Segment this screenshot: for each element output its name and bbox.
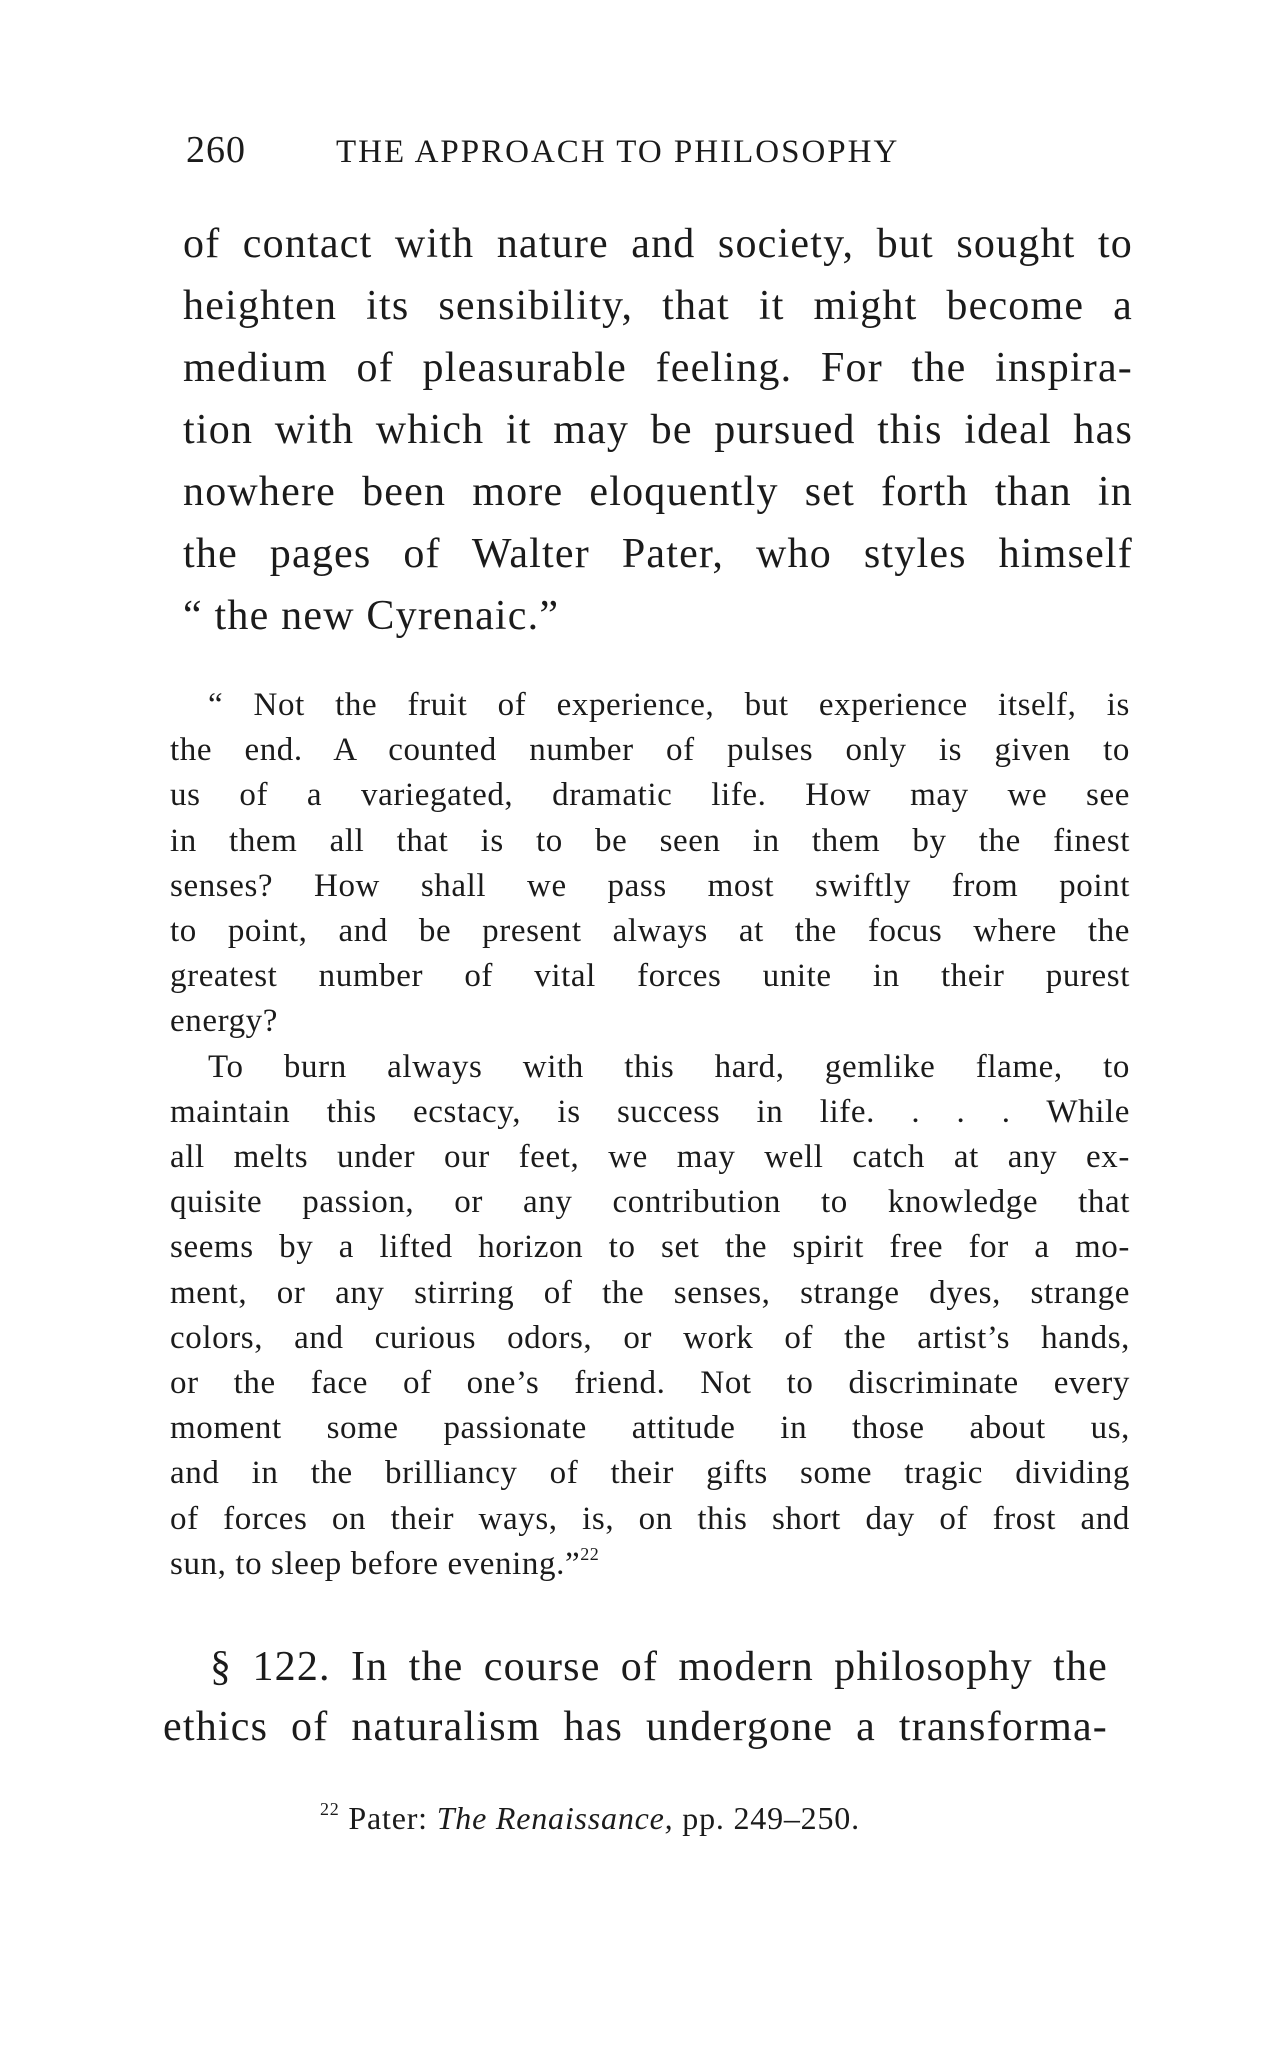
quote-line: and in the brilliancy of their gifts some tragic dividing — [170, 1455, 1130, 1492]
text-line: nowhere been more eloquently set forth than in — [183, 469, 1133, 515]
text-line: the pages of Walter Pater, who styles himself — [183, 531, 1133, 577]
section-line: § 122. In the course of modern philosophy the — [210, 1644, 1108, 1690]
quote-line: To burn always with this hard, gemlike flame, to — [208, 1048, 1130, 1085]
section-paragraph — [163, 1637, 1108, 1757]
quote-line: senses? How shall we pass most swiftly from point — [170, 867, 1130, 904]
text-line: medium of pleasurable feeling. For the inspira- — [183, 345, 1133, 391]
page-header — [186, 128, 986, 172]
quote-line: us of a variegated, dramatic life. How may we see — [170, 777, 1130, 814]
quote-line: “ Not the fruit of experience, but experience itself, is — [208, 687, 1130, 723]
quote-line: seems by a lifted horizon to set the spirit free for a mo- — [170, 1229, 1130, 1266]
quote-line: or the face of one’s friend. Not to discriminate every — [170, 1365, 1130, 1402]
quote-line: maintain this ecstacy, is success in life. . . . While — [170, 1093, 1130, 1130]
footnote-title: The Renaissance, — [436, 1800, 674, 1836]
quote-line: to point, and be present always at the focus where the — [170, 913, 1130, 950]
quote-line-final — [170, 1542, 1130, 1587]
footnote — [320, 1800, 1120, 1837]
page-number: 260 — [186, 129, 246, 171]
quote-line: in them all that is to be seen in them by the finest — [170, 822, 1130, 859]
quote-line: of forces on their ways, is, on this short day of frost and — [170, 1500, 1130, 1537]
body-paragraph — [183, 213, 1133, 647]
quote-line: energy? — [170, 1003, 279, 1040]
text-line: tion with which it may be pursued this ideal has — [183, 407, 1133, 453]
footnote-author: Pater: — [348, 1800, 428, 1836]
quote-line: colors, and curious odors, or work of the artist’s hands, — [170, 1319, 1130, 1356]
quote-line-text: sun, to sleep before evening.” — [170, 1545, 581, 1582]
running-title: THE APPROACH TO PHILOSOPHY — [336, 134, 900, 170]
text-line: heighten its sensibility, that it might become a — [183, 283, 1133, 329]
quote-line: greatest number of vital forces unite in their purest — [170, 958, 1130, 995]
section-line: ethics of naturalism has undergone a transforma- — [163, 1704, 1108, 1750]
text-line: of contact with nature and society, but sought to — [183, 221, 1133, 267]
quote-line: the end. A counted number of pulses only is given to — [170, 732, 1130, 769]
quote-line: quisite passion, or any contribution to knowledge that — [170, 1184, 1130, 1221]
quote-line: ment, or any stirring of the senses, strange dyes, strange — [170, 1274, 1130, 1311]
footnote-pages: pp. 249–250. — [682, 1800, 860, 1836]
block-quote — [170, 683, 1130, 1587]
text-line: “ the new Cyrenaic.” — [183, 593, 560, 639]
footnote-reference: 22 — [580, 1543, 600, 1564]
footnote-number: 22 — [320, 1799, 340, 1819]
quote-line: moment some passionate attitude in those about us, — [170, 1410, 1130, 1447]
quote-line: all melts under our feet, we may well catch at any ex- — [170, 1139, 1130, 1176]
